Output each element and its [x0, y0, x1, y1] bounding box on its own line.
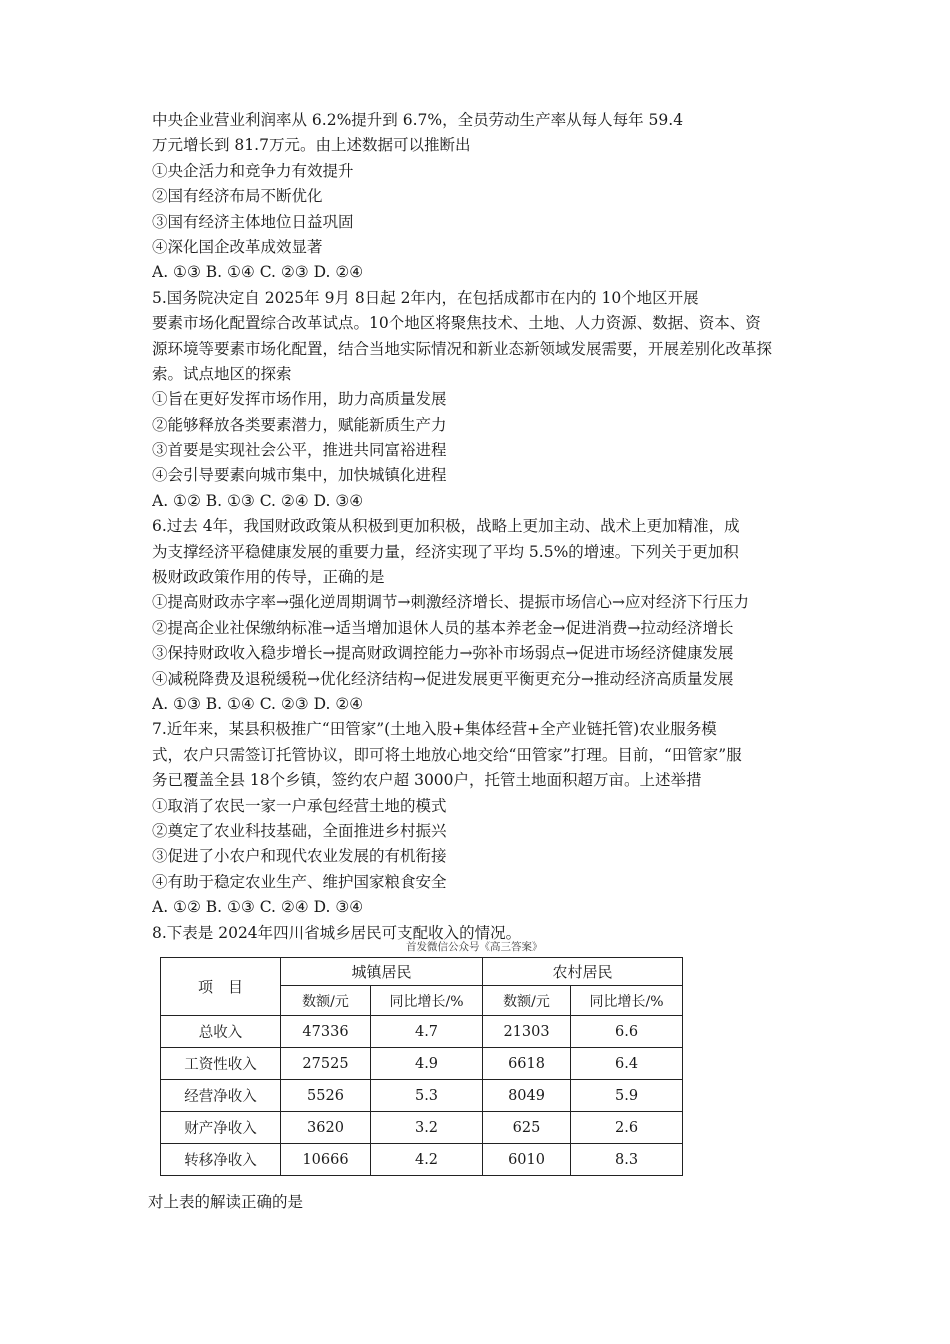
rural-amount: 8049	[483, 1080, 571, 1112]
urban-amount-header: 数额/元	[281, 986, 371, 1016]
option-line: ②提高企业社保缴纳标准→适当增加退休人员的基本养老金→促进消费→拉动经济增长	[152, 618, 734, 637]
answer-choices: A. ①② B. ①③ C. ②④ D. ③④	[152, 491, 364, 510]
question-text	[152, 108, 842, 946]
option-line: ④会引导要素向城市集中，加快城镇化进程	[152, 466, 447, 485]
rural-growth: 6.4	[571, 1048, 683, 1080]
option-line: ③保持财政收入稳步增长→提高财政调控能力→弥补市场弱点→促进市场经济健康发展	[152, 644, 734, 663]
text-line: 式，农户只需签订托管协议，即可将土地放心地交给“田管家”打理。目前，“田管家”服	[152, 745, 742, 764]
urban-group-header: 城镇居民	[281, 958, 483, 986]
rural-growth-header: 同比增长/%	[571, 986, 683, 1016]
table-header-row	[161, 958, 683, 986]
rural-growth: 8.3	[571, 1144, 683, 1176]
question-7-line: 7.近年来，某县积极推广“田管家”(土地入股+集体经营+全产业链托管)农业服务模	[152, 720, 717, 739]
table-row	[161, 1016, 683, 1048]
urban-growth: 4.7	[371, 1016, 483, 1048]
option-line: ③国有经济主体地位日益巩固	[152, 212, 354, 231]
option-line: ①取消了农民一家一户承包经营土地的模式	[152, 796, 447, 815]
urban-amount: 10666	[281, 1144, 371, 1176]
row-label: 转移净收入	[161, 1144, 281, 1176]
text-line: 务已覆盖全县 18个乡镇，签约农户超 3000户，托管土地面积超万亩。上述举措	[152, 771, 702, 790]
rural-group-header: 农村居民	[483, 958, 683, 986]
rural-amount: 6618	[483, 1048, 571, 1080]
option-line: ③首要是实现社会公平，推进共同富裕进程	[152, 441, 447, 460]
answer-choices: A. ①③ B. ①④ C. ②③ D. ②④	[152, 263, 364, 282]
text-line: 中央企业营业利润率从 6.2%提升到 6.7%，全员劳动生产率从每人每年 59.4	[152, 111, 684, 129]
text-line: 要素市场化配置综合改革试点。10个地区将聚焦技术、土地、人力资源、数据、资本、资	[152, 314, 761, 333]
option-line: ③促进了小农户和现代农业发展的有机衔接	[152, 847, 447, 866]
text-line: 万元增长到 81.7万元。由上述数据可以推断出	[152, 136, 471, 155]
question-8-line: 8.下表是 2024年四川省城乡居民可支配收入的情况。	[152, 923, 522, 942]
option-line: ①提高财政赤字率→强化逆周期调节→刺激经济增长、提振市场信心→应对经济下行压力	[152, 593, 749, 612]
answer-choices: A. ①③ B. ①④ C. ②③ D. ②④	[152, 694, 364, 713]
rural-growth: 2.6	[571, 1112, 683, 1144]
text-line: 源环境等要素市场化配置，结合当地实际情况和新业态新领域发展需要，开展差别化改革探	[152, 339, 773, 358]
table-row	[161, 1112, 683, 1144]
after-table-text: 对上表的解读正确的是	[148, 1193, 304, 1211]
table-caption: 首发微信公众号《高三答案》	[406, 941, 543, 953]
text-line: 为支撑经济平稳健康发展的重要力量，经济实现了平均 5.5%的增速。下列关于更加积	[152, 542, 739, 561]
row-label: 总收入	[161, 1016, 281, 1048]
question-5-line: 5.国务院决定自 2025年 9月 8日起 2年内，在包括成都市在内的 10个地区开展	[152, 288, 699, 307]
urban-amount: 27525	[281, 1048, 371, 1080]
urban-amount: 5526	[281, 1080, 371, 1112]
option-line: ④深化国企改革成效显著	[152, 237, 323, 256]
urban-growth: 4.9	[371, 1048, 483, 1080]
table-row	[161, 1080, 683, 1112]
option-line: ②奠定了农业科技基础，全面推进乡村振兴	[152, 821, 447, 840]
table-row	[161, 1144, 683, 1176]
rural-amount: 625	[483, 1112, 571, 1144]
text-line: 极财政政策作用的传导，正确的是	[152, 568, 385, 587]
option-line: ①旨在更好发挥市场作用，助力高质量发展	[152, 390, 447, 409]
rural-amount-header: 数额/元	[483, 986, 571, 1016]
option-line: ②国有经济布局不断优化	[152, 187, 323, 206]
answer-choices: A. ①② B. ①③ C. ②④ D. ③④	[152, 898, 364, 917]
table-row	[161, 1048, 683, 1080]
urban-growth: 3.2	[371, 1112, 483, 1144]
option-line: ④有助于稳定农业生产、维护国家粮食安全	[152, 872, 447, 891]
rural-amount: 21303	[483, 1016, 571, 1048]
row-label: 财产净收入	[161, 1112, 281, 1144]
urban-amount: 47336	[281, 1016, 371, 1048]
text-line: 索。试点地区的探索	[152, 364, 292, 383]
item-header: 项 目	[161, 958, 281, 1016]
urban-growth-header: 同比增长/%	[371, 986, 483, 1016]
rural-amount: 6010	[483, 1144, 571, 1176]
urban-growth: 5.3	[371, 1080, 483, 1112]
rural-growth: 6.6	[571, 1016, 683, 1048]
option-line: ①央企活力和竞争力有效提升	[152, 161, 354, 180]
option-line: ④减税降费及退税缓税→优化经济结构→促进发展更平衡更充分→推动经济高质量发展	[152, 669, 734, 688]
urban-growth: 4.2	[371, 1144, 483, 1176]
question-6-line: 6.过去 4年，我国财政政策从积极到更加积极，战略上更加主动、战术上更加精准，成	[152, 517, 740, 536]
rural-growth: 5.9	[571, 1080, 683, 1112]
urban-amount: 3620	[281, 1112, 371, 1144]
option-line: ②能够释放各类要素潜力，赋能新质生产力	[152, 415, 447, 434]
income-table	[160, 957, 683, 1176]
row-label: 工资性收入	[161, 1048, 281, 1080]
row-label: 经营净收入	[161, 1080, 281, 1112]
